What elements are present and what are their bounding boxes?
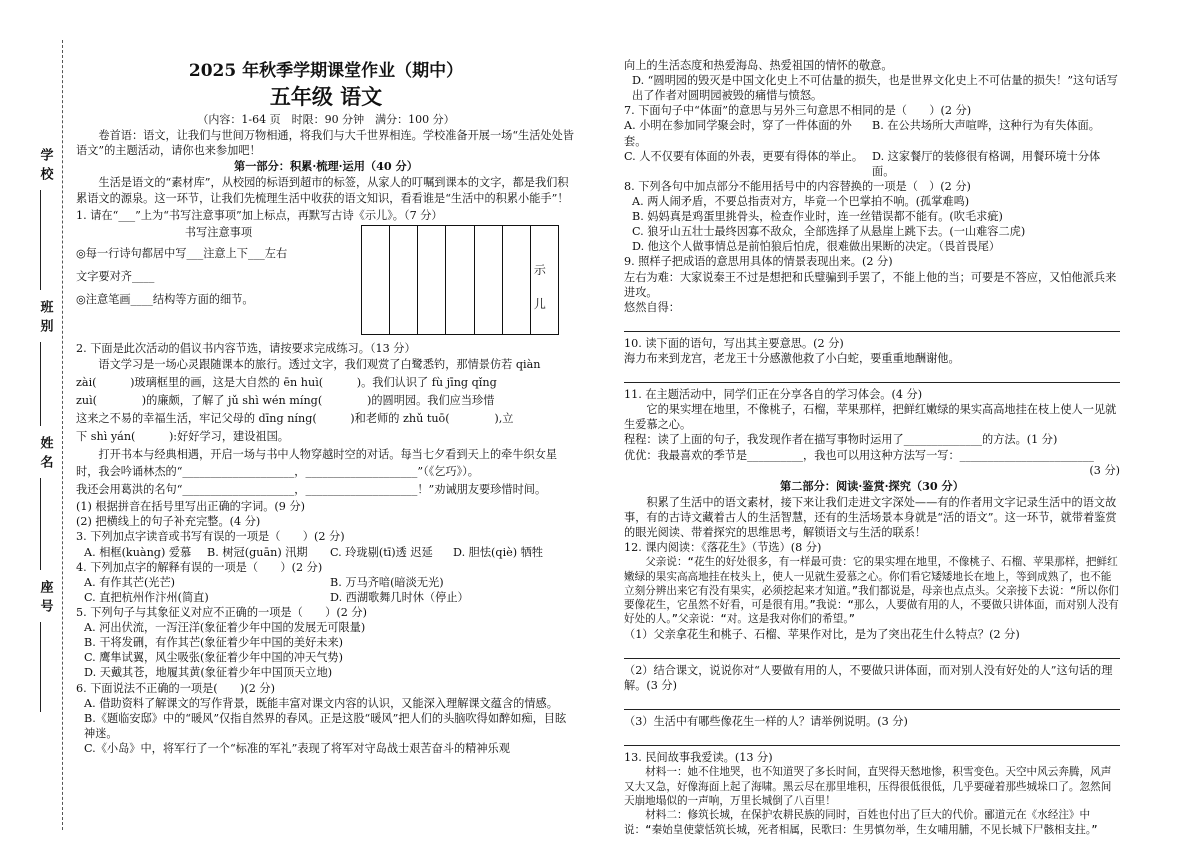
q8-option-c: C. 狼牙山五壮士最终因寡不敌众，全部选择了从悬崖上跳下去。(一山难容二虎) bbox=[632, 225, 1026, 239]
question-9: 9. 照样子把成语的意思用具体的情景表现出来。(2 分) bbox=[624, 255, 893, 269]
q3-option-b: B. 树冠(guān) 汛期 bbox=[207, 545, 308, 559]
q13-material-2: 材料二：修筑长城，在保护农耕民族的同时，百姓也付出了巨大的代价。郦道元在《水经注》中说：“秦始皇使蒙恬筑长城，死者相属，民歌曰：生男慎勿举，生女哺用脯，不见长城下尸骸相支拄。” bbox=[624, 809, 1098, 836]
pinyin-line: zuì( )的廉颇，了解了 jǔ shì wén míng( )的圆明园。我们应当珍惜 bbox=[76, 393, 495, 407]
q11-part-a: 程程：读了上面的句子，我发现作者在描写事物时运用了______________的方法。(1 分) bbox=[624, 433, 1058, 447]
q7-option-b: B. 在公共场所大声喧哗，这种行为有失体面。 bbox=[872, 119, 1100, 133]
class-field[interactable] bbox=[40, 342, 42, 426]
part2-lead: 积累了生活中的语文素材，接下来让我们走进文字深处——有的作者用文字记录生活中的语文故事，有的古诗文藏着古人的生活智慧，还有的生活场景本身就是“活的语文”。这一环节，就带着鉴赏的眼光阅读、带着探究的思维思考，解锁语文与生活的联系！ bbox=[624, 495, 1117, 540]
q6-option-c-continued: 向上的生活态度和热爱海岛、热爱祖国的情怀的敬意。 bbox=[624, 59, 893, 72]
poem-title-char: 示 bbox=[533, 262, 546, 277]
name-field[interactable] bbox=[40, 478, 42, 570]
q12-sub-1: （1）父亲拿花生和桃子、石榴、苹果作对比，是为了突出花生什么特点？(2 分) bbox=[624, 627, 1020, 641]
part1-heading: 第一部分：积累·梳理·运用（40 分） bbox=[234, 159, 418, 174]
q12-passage: 父亲说：“花生的好处很多，有一样最可贵：它的果实埋在地里，不像桃子、石榴、苹果那样，把鲜红嫩绿的果实高高地挂在枝头上，使人一见就生爱慕之心。你们看它矮矮地长在地上，等到成熟了，也不能立刻分辨出来它有没有果实，必须挖起来才知道。”我们都说是，母亲也点点头。父亲接下去说：“所以你们要像花生，它虽然不好看，可是很有用。”我说：“那么，人要做有用的人，不要做只讲体面，而对别人没有好处的人。”父亲说：“对。这是我对你们的希望。” bbox=[624, 556, 1119, 626]
answer-line[interactable] bbox=[624, 368, 1120, 383]
q5-option-a: A. 河出伏流，一泻汪洋(象征着少年中国的发展无可限量) bbox=[84, 621, 366, 635]
grid-cell[interactable] bbox=[475, 226, 503, 334]
question-11: 11. 在主题活动中，同学们正在分享各自的学习体会。(4 分) bbox=[624, 388, 923, 402]
exam-meta: （内容：1-64 页 时限：90 分钟 满分：100 分） bbox=[197, 113, 455, 127]
question-8: 8. 下列各句中加点部分不能用括号中的内容替换的一项是（ ）(2 分) bbox=[624, 179, 971, 193]
pinyin-line: zài( )玻璃框里的画，这是大自然的 ēn huì( )。我们认识了 fù jīng qǐng bbox=[76, 375, 497, 389]
seat-label: 座号 bbox=[37, 580, 53, 618]
q7-option-d: D. 这家餐厅的装修很有格调，用餐环境十分体面。 bbox=[872, 149, 1101, 178]
exam-subtitle: 五年级 语文 bbox=[269, 83, 383, 109]
left-column bbox=[76, 58, 576, 756]
answer-line[interactable] bbox=[624, 731, 1120, 746]
q8-option-a: A. 两人闹矛盾，不要总指责对方，毕竟一个巴掌拍不响。(孤掌难鸣) bbox=[632, 194, 970, 208]
poem-title-char: 儿 bbox=[533, 296, 546, 311]
q10-text: 海力布来到龙宫，老龙王十分感激他救了小白蛇，要重重地酬谢他。 bbox=[624, 351, 960, 365]
q4-option-d: D. 西湖歌舞几时休（停止） bbox=[330, 590, 469, 604]
q12-sub-2: （2）结合课文，说说你对“人要做有用的人，不要做只讲体面，而对别人没有好处的人”这句话的理解。(3 分) bbox=[624, 663, 1113, 692]
seat-field[interactable] bbox=[40, 622, 42, 712]
question-5: 5. 下列句子与其象征义对应不正确的一项是（ ）(2 分) bbox=[76, 606, 367, 620]
q12-sub-3: （3）生活中有哪些像花生一样的人？请举例说明。(3 分) bbox=[624, 715, 908, 729]
question-7: 7. 下面句子中“体面”的意思与另外三句意思不相同的是（ ）(2 分) bbox=[624, 104, 972, 118]
q6-option-d: D. “圆明园的毁灭是中国文化史上不可估量的损失，也是世界文化史上不可估量的损失！”这句话写出了作者对圆明园被毁的痛惜与愤怒。 bbox=[632, 74, 1118, 103]
q9-example: 左右为难：大家说秦王不过是想把和氏璧骗到手罢了，不能上他的当；可要是不答应，又怕他派兵来进攻。 bbox=[624, 270, 1117, 299]
pinyin-line: 这来之不易的幸福生活，牢记父母的 dīng níng( )和老师的 zhǔ tuō( ),立 bbox=[76, 411, 514, 425]
grid-cell[interactable] bbox=[418, 226, 446, 334]
q3-option-d: D. 胆怯(qiè) 牺牲 bbox=[453, 545, 544, 559]
school-label: 学校 bbox=[37, 148, 53, 186]
q4-option-c: C. 直把杭州作汴州(简直) bbox=[84, 590, 209, 604]
question-4: 4. 下列加点字的解释有误的一项是（ ）(2 分) bbox=[76, 560, 323, 574]
grid-cell[interactable] bbox=[390, 226, 418, 334]
rule-3: ◎注意笔画____结构等方面的细节。 bbox=[76, 293, 254, 307]
question-1: 1. 请在“___”上为“书写注意事项”加上标点，再默写古诗《示儿》。（7 分） bbox=[76, 208, 443, 222]
question-3: 3. 下列加点字读音或书写有误的一项是（ ）(2 分) bbox=[76, 530, 345, 544]
rule-1: ◎每一行诗句都居中写___注意上下___左右 bbox=[76, 246, 288, 260]
right-column bbox=[624, 58, 1120, 837]
poem-writing-grid[interactable] bbox=[361, 225, 559, 335]
binding-margin bbox=[0, 0, 72, 847]
q11-text: 它的果实埋在地里，不像桃子，石榴，苹果那样，把鲜红嫩绿的果实高高地挂在枝上使人一见就生爱慕之心。 bbox=[624, 403, 1117, 432]
school-field[interactable] bbox=[40, 190, 42, 290]
quote-fill-text: 我还会用葛洪的名句“____________________，____________________！”劝诫朋友要珍惜时间。 bbox=[76, 483, 547, 497]
question-6: 6. 下面说法不正确的一项是( )(2 分) bbox=[76, 681, 275, 695]
q6-option-b: B.《题临安邸》中的“暖风”仅指自然界的春风。正是这股“暖风”把人们的头脑吹得如醉如痴，目眩神迷。 bbox=[84, 711, 567, 740]
question-2: 2. 下面是此次活动的倡议书内容节选，请按要求完成练习。（13 分） bbox=[76, 341, 416, 355]
writing-rules-box bbox=[76, 225, 576, 335]
answer-line[interactable] bbox=[624, 695, 1120, 710]
poem-fill-text: 打开书本与经典相遇，开启一场与书中人物穿越时空的对话。每当七夕看到天上的牵牛织女星时，我会吟诵林杰的“____________________，____________________”（《乞巧》）。 bbox=[76, 447, 558, 479]
q8-option-d: D. 他这个人做事情总是前怕狼后怕虎，很难做出果断的决定。（畏首畏尾） bbox=[632, 240, 1001, 254]
question-12: 12. 课内阅读：《落花生》（节选）(8 分) bbox=[624, 541, 822, 555]
q4-option-a: A. 有作其芒(光芒) bbox=[84, 575, 176, 589]
q6-option-c: C.《小岛》中，将军行了一个“标准的军礼”表现了将军对守岛战士艰苦奋斗的精神乐观 bbox=[84, 742, 510, 756]
exam-title: 2025 年秋季学期课堂作业（期中） bbox=[188, 61, 464, 81]
grid-cell[interactable] bbox=[362, 226, 390, 334]
q4-option-b: B. 万马齐喑(暗淡无光) bbox=[330, 575, 444, 589]
part2-heading: 第二部分：阅读·鉴赏·探究（30 分） bbox=[780, 478, 964, 493]
q7-option-a: A. 小明在参加同学聚会时，穿了一件体面的外套。 bbox=[624, 119, 852, 148]
q2-sub-2: (2) 把横线上的句子补充完整。(4 分) bbox=[76, 515, 261, 529]
intro-text: 卷首语：语文，让我们与世间万物相通，将我们与大千世界相连。学校准备开展一场“生活处处皆语文”的主题活动，请你也来参加吧！ bbox=[76, 129, 574, 158]
q13-material-1: 材料一：她不住地哭，也不知道哭了多长时间，直哭得天愁地惨，积雪变色。天空中风云奔腾，风声又大又急，好像海面上起了海啸。黑云尽在那里堆积，压得很低很低，几乎要碰着那些城垛口了。忽然间天崩地塌似的一声响，万里长城倒了八百里！ bbox=[624, 766, 1112, 807]
fold-line bbox=[62, 40, 63, 830]
name-label: 姓名 bbox=[37, 436, 53, 474]
answer-line[interactable] bbox=[624, 317, 1120, 332]
q5-option-d: D. 天戴其苍，地履其黄(象征着少年中国顶天立地) bbox=[84, 666, 333, 680]
q9-prompt: 悠然自得： bbox=[624, 300, 680, 314]
rules-title: 书写注意事项 bbox=[184, 225, 253, 239]
q11-score: (3 分) bbox=[1089, 463, 1120, 477]
q2-sub-1: (1) 根据拼音在括号里写出正确的字词。(9 分) bbox=[76, 500, 305, 514]
q5-option-b: B. 干将发硎，有作其芒(象征着少年中国的美好未来) bbox=[84, 636, 344, 650]
poem-title-cell bbox=[531, 226, 558, 334]
q8-option-b: B. 妈妈真是鸡蛋里挑骨头，检查作业时，连一丝错误都不能有。(吹毛求疵) bbox=[632, 210, 1003, 224]
question-13: 13. 民间故事我爱读。(13 分) bbox=[624, 751, 773, 765]
grid-cell[interactable] bbox=[446, 226, 474, 334]
q6-option-a: A. 借助资料了解课文的写作背景，既能丰富对课文内容的认识，又能深入理解课文蕴含的情感。 bbox=[84, 696, 558, 710]
q3-option-a: A. 相框(kuàng) 爱慕 bbox=[84, 545, 192, 559]
q5-option-c: C. 鹰隼试翼，风尘吸张(象征着少年中国的冲天气势) bbox=[84, 651, 343, 665]
question-10: 10. 读下面的语句，写出其主要意思。(2 分) bbox=[624, 336, 844, 350]
grid-cell[interactable] bbox=[503, 226, 531, 334]
q3-option-c: C. 玲珑剔(tī)透 迟延 bbox=[330, 545, 433, 559]
q7-option-c: C. 人不仅要有体面的外表，更要有得体的举止。 bbox=[624, 149, 864, 163]
pinyin-line: 语文学习是一场心灵跟随课本的旅行。透过文字，我们观赏了白鹭悉钓，那情景仿若 qiàn bbox=[98, 357, 541, 371]
q11-part-b: 优优：我最喜欢的季节是__________，我也可以用这种方法写一写：________________________ bbox=[624, 448, 1094, 462]
class-label: 班别 bbox=[37, 300, 53, 338]
part1-lead: 生活是语文的“素材库”，从校园的标语到超市的标签，从家人的叮嘱到课本的文字，都是我们积累语文的源泉。这一环节，让我们先梳理生活中收获的语文知识，看看谁是“生活中的积累小能手”！ bbox=[76, 176, 569, 205]
pinyin-line: 下 shì yán( ):好好学习，建设祖国。 bbox=[76, 429, 289, 443]
answer-line[interactable] bbox=[624, 644, 1120, 659]
rule-2: 文字要对齐____ bbox=[76, 270, 155, 283]
